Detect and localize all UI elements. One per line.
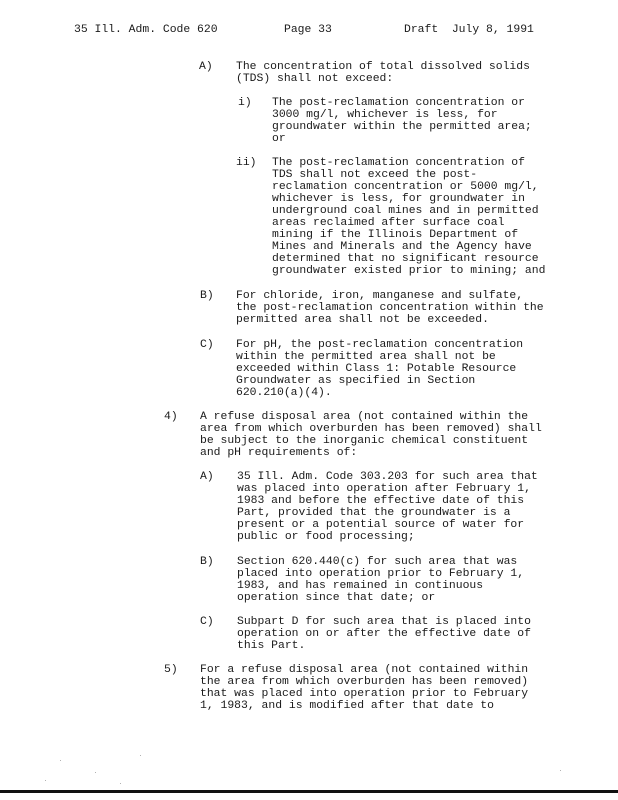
item-b-line-3: permitted area shall not be exceeded. xyxy=(236,314,489,326)
item-4-sub-a-line-6: public or food processing; xyxy=(237,531,415,543)
item-5-line-1: For a refuse disposal area (not contained within xyxy=(200,664,529,676)
item-4-line-1: A refuse disposal area (not contained within the xyxy=(200,411,529,423)
item-4-sub-b-line-2: placed into operation prior to February 1, xyxy=(237,568,525,580)
item-c-line-5: 620.210(a)(4). xyxy=(236,387,332,399)
item-c-label: C) xyxy=(200,339,214,351)
item-a-line-2: (TDS) shall not exceed: xyxy=(236,73,394,85)
sub-ii-line-4: whichever is less, for groundwater in xyxy=(272,193,525,205)
sub-ii-label: ii) xyxy=(236,157,257,169)
item-5-line-2: the area from which overburden has been removed) xyxy=(200,676,529,688)
item-5-line-3: that was placed into operation prior to February xyxy=(200,688,529,700)
sub-ii-line-6: areas reclaimed after surface coal xyxy=(272,217,505,229)
item-a-line-1: The concentration of total dissolved solids xyxy=(236,61,530,73)
item-c-line-4: Groundwater as specified in Section xyxy=(236,375,476,387)
scan-speck xyxy=(60,760,61,761)
item-b-label: B) xyxy=(200,290,214,302)
scan-speck xyxy=(95,772,96,773)
item-4-line-2: area from which overburden has been removed) shall xyxy=(200,423,542,435)
item-4-label: 4) xyxy=(164,411,178,423)
item-a-label: A) xyxy=(199,61,213,73)
sub-ii-line-1: The post-reclamation concentration of xyxy=(272,157,525,169)
item-4-sub-a-line-4: Part, provided that the groundwater is a xyxy=(237,507,511,519)
item-4-sub-a-line-1: 35 Ill. Adm. Code 303.203 for such area that xyxy=(237,471,538,483)
item-4-line-4: and pH requirements of: xyxy=(200,447,358,459)
item-4-sub-b-line-3: 1983, and has remained in continuous xyxy=(237,580,484,592)
sub-i-label: i) xyxy=(238,97,252,109)
header-draft-date: Draft July 8, 1991 xyxy=(404,24,534,36)
item-4-sub-a-label: A) xyxy=(200,471,214,483)
sub-i-line-4: or xyxy=(272,133,286,145)
item-c-line-3: exceeded within Class 1: Potable Resource xyxy=(236,363,517,375)
scan-speck xyxy=(120,783,121,784)
bottom-scan-edge xyxy=(0,790,618,793)
scan-speck xyxy=(45,780,46,781)
item-b-line-2: the post-reclamation concentration within the xyxy=(236,302,544,314)
item-4-sub-a-line-2: was placed into operation after February 1, xyxy=(237,483,531,495)
sub-ii-line-10: groundwater existed prior to mining; and xyxy=(272,265,546,277)
sub-ii-line-3: reclamation concentration or 5000 mg/l, xyxy=(272,181,539,193)
sub-ii-line-5: underground coal mines and in permitted xyxy=(272,205,539,217)
sub-ii-line-2: TDS shall not exceed the post- xyxy=(272,169,478,181)
item-b-line-1: For chloride, iron, manganese and sulfate, xyxy=(236,290,524,302)
item-4-sub-b-line-4: operation since that date; or xyxy=(237,592,436,604)
sub-ii-line-8: Mines and Minerals and the Agency have xyxy=(272,241,532,253)
sub-i-line-3: groundwater within the permitted area; xyxy=(272,121,532,133)
item-4-sub-c-line-2: operation on or after the effective date of xyxy=(237,628,531,640)
item-c-line-2: within the permitted area shall not be xyxy=(236,351,496,363)
item-c-line-1: For pH, the post-reclamation concentration xyxy=(236,339,524,351)
item-4-sub-c-label: C) xyxy=(200,616,214,628)
sub-ii-line-7: mining if the Illinois Department of xyxy=(272,229,519,241)
header-page-number: Page 33 xyxy=(284,24,332,36)
item-4-sub-a-line-5: present or a potential source of water for xyxy=(237,519,525,531)
item-5-line-4: 1, 1983, and is modified after that date to xyxy=(200,700,494,712)
sub-i-line-2: 3000 mg/l, whichever is less, for xyxy=(272,109,498,121)
sub-ii-line-9: determined that no significant resource xyxy=(272,253,539,265)
item-5-label: 5) xyxy=(164,664,178,676)
item-4-sub-b-line-1: Section 620.440(c) for such area that was xyxy=(237,556,518,568)
scan-speck xyxy=(560,770,561,771)
item-4-sub-b-label: B) xyxy=(200,556,214,568)
item-4-sub-a-line-3: 1983 and before the effective date of this xyxy=(237,495,525,507)
item-4-sub-c-line-1: Subpart D for such area that is placed into xyxy=(237,616,531,628)
item-4-sub-c-line-3: this Part. xyxy=(237,640,306,652)
scan-speck xyxy=(140,755,141,756)
item-4-line-3: be subject to the inorganic chemical constituent xyxy=(200,435,529,447)
header-code: 35 Ill. Adm. Code 620 xyxy=(74,24,218,36)
sub-i-line-1: The post-reclamation concentration or xyxy=(272,97,525,109)
